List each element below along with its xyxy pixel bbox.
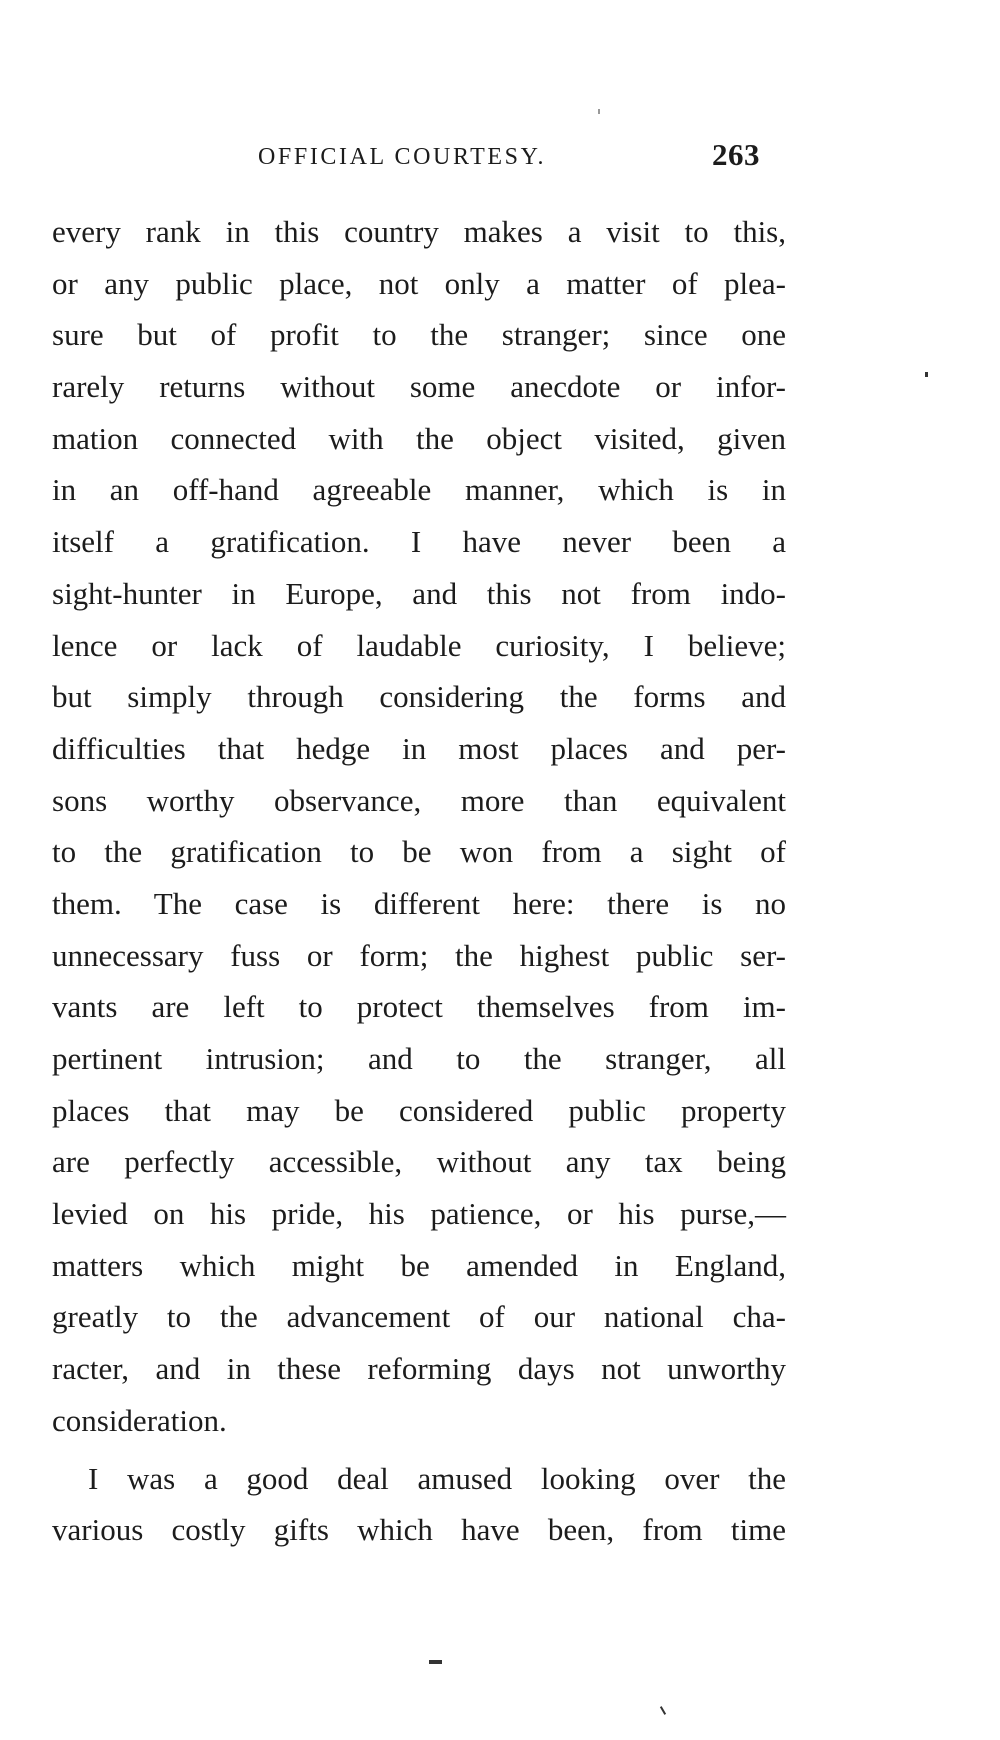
paragraph <box>52 206 786 1447</box>
text-line: mation connected with the object visited, given <box>52 420 786 456</box>
text-line: I was a good deal amused looking over the <box>88 1460 786 1496</box>
paragraph <box>52 1453 786 1556</box>
text-line: sons worthy observance, more than equivalent <box>52 782 786 818</box>
print-speck <box>598 109 600 114</box>
text-line: them. The case is different here: there is no <box>52 885 786 921</box>
text-line: itself a gratification. I have never been a <box>52 524 786 560</box>
text-line: sure but of profit to the stranger; since one <box>52 317 786 353</box>
text-line: pertinent intrusion; and to the stranger, all <box>52 1041 786 1076</box>
print-speck <box>925 372 928 377</box>
text-line: sight-hunter in Europe, and this not from indo- <box>52 575 786 611</box>
text-line: unnecessary fuss or form; the highest public ser- <box>52 937 786 973</box>
text-line: lence or lack of laudable curiosity, I believe; <box>52 627 786 663</box>
running-title: OFFICIAL COURTESY. <box>258 144 547 170</box>
text-line: rarely returns without some anecdote or infor- <box>52 369 786 405</box>
page-number: 263 <box>712 137 760 172</box>
text-line: vants are left to protect themselves from im- <box>52 989 786 1025</box>
text-line: greatly to the advancement of our national cha- <box>52 1299 786 1335</box>
text-line: matters which might be amended in England, <box>52 1247 786 1283</box>
text-line: in an off-hand agreeable manner, which is in <box>52 472 786 508</box>
text-line: every rank in this country makes a visit to this, <box>52 214 786 249</box>
text-line: but simply through considering the forms and <box>52 679 786 715</box>
body-text <box>52 206 786 1556</box>
text-line: consideration. <box>52 1402 227 1438</box>
text-line: places that may be considered public property <box>52 1092 786 1128</box>
text-line: levied on his pride, his patience, or his purse,— <box>52 1196 786 1232</box>
text-line: various costly gifts which have been, from time <box>52 1512 786 1548</box>
text-line: racter, and in these reforming days not unworthy <box>52 1351 786 1387</box>
text-line: are perfectly accessible, without any tax being <box>52 1144 786 1180</box>
text-line: difficulties that hedge in most places and per- <box>52 730 786 766</box>
text-line: or any public place, not only a matter of plea- <box>52 265 786 301</box>
print-speck <box>429 1660 442 1664</box>
print-speck <box>660 1706 666 1715</box>
text-line: to the gratification to be won from a sight of <box>52 834 786 870</box>
